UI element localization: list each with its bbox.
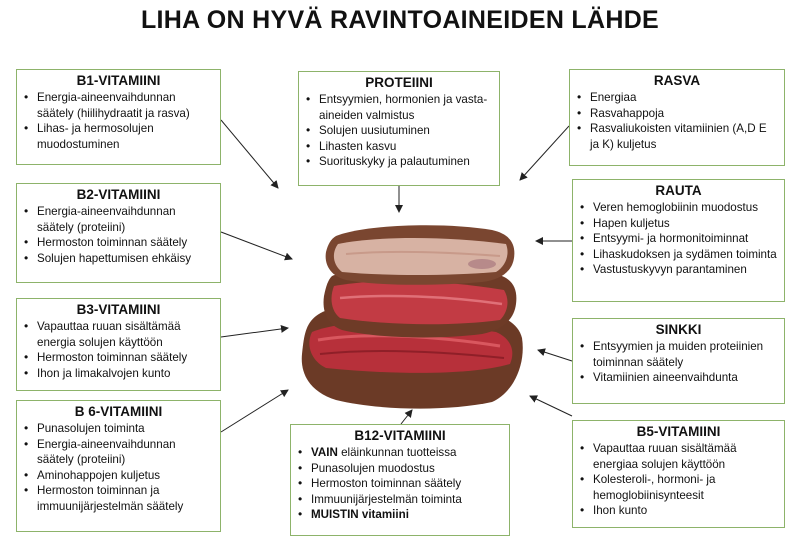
arrow-b3 — [221, 328, 288, 337]
b3-item: • Vapauttaa ruuan sisältämää energia solujen käyttöön — [23, 319, 214, 350]
page-title: LIHA ON HYVÄ RAVINTOAINEIDEN LÄHDE — [140, 6, 660, 34]
b2-item: • Solujen hapettumisen ehkäisy — [23, 251, 214, 267]
sinkki-item: • Entsyymien ja muiden proteiinien toiminnan säätely — [579, 339, 778, 370]
arrow-b12 — [401, 410, 412, 424]
b3-item: • Hermoston toiminnan säätely — [23, 350, 214, 366]
b1-item: • Energia-aineenvaihdunnan säätely (hiilihydraatit ja rasva) — [23, 90, 214, 121]
b6-title: B 6-VITAMIINI — [74, 404, 163, 419]
arrow-b2 — [221, 232, 292, 259]
b12-muistin-bold: MUISTIN vitamiini — [311, 508, 409, 522]
sinkki-title: SINKKI — [655, 322, 702, 337]
arrow-rasva — [520, 126, 569, 180]
b3-title: B3-VITAMIINI — [76, 302, 161, 317]
rasva-item: • Rasvaliukoisten vitamiinien (A,D E ja K) kuljetus — [576, 121, 778, 152]
b6-item: • Hermoston toiminnan ja immuunijärjestelmän säätely — [23, 483, 214, 514]
rasva-item: • Rasvahappoja — [576, 106, 778, 122]
steak-image — [296, 214, 528, 410]
b6-vitamin-box — [16, 400, 221, 532]
b12-item-rest: eläinkunnan tuotteissa — [337, 446, 457, 459]
b2-vitamin-box — [16, 183, 221, 283]
b2-item: • Energia-aineenvaihdunnan säätely (proteiini) — [23, 204, 214, 235]
b6-item: • Energia-aineenvaihdunnan säätely (proteiini) — [23, 437, 214, 468]
rauta-title: RAUTA — [655, 183, 702, 198]
rasva-item: • Energiaa — [576, 90, 778, 106]
b6-item: • Punasolujen toiminta — [23, 421, 214, 437]
proteiini-item: • Suorituskyky ja palautuminen — [305, 154, 493, 170]
rauta-item: • Hapen kuljetus — [579, 216, 778, 232]
b5-vitamin-box — [572, 420, 785, 528]
b12-item: • Punasolujen muodostus — [297, 461, 503, 477]
rauta-item: • Lihaskudoksen ja sydämen toiminta — [579, 247, 778, 263]
proteiini-item: • Entsyymien, hormonien ja vasta-aineiden valmistus — [305, 92, 493, 123]
b12-title: B12-VITAMIINI — [354, 428, 446, 443]
b5-title: B5-VITAMIINI — [636, 424, 721, 439]
b5-item: • Vapauttaa ruuan sisältämää energiaa solujen käyttöön — [579, 441, 778, 472]
proteiini-item: • Lihasten kasvu — [305, 139, 493, 155]
arrow-b1 — [221, 120, 278, 188]
b2-title: B2-VITAMIINI — [76, 187, 161, 202]
arrow-b5 — [530, 396, 572, 416]
b2-item: • Hermoston toiminnan säätely — [23, 235, 214, 251]
arrow-b6 — [221, 390, 288, 432]
b12-item — [297, 507, 503, 523]
b6-item: • Aminohappojen kuljetus — [23, 468, 214, 484]
b3-vitamin-box — [16, 298, 221, 391]
b3-item: • Ihon ja limakalvojen kunto — [23, 366, 214, 382]
sinkki-box — [572, 318, 785, 404]
proteiini-box — [298, 71, 500, 186]
sinkki-item: • Vitamiinien aineenvaihdunta — [579, 370, 778, 386]
b12-item — [297, 445, 503, 461]
b5-item: • Kolesteroli-, hormoni- ja hemoglobiinisynteesit — [579, 472, 778, 503]
rasva-title: RASVA — [653, 73, 701, 88]
proteiini-item: • Solujen uusiutuminen — [305, 123, 493, 139]
b12-vitamin-box — [290, 424, 510, 536]
b12-item: • Hermoston toiminnan säätely — [297, 476, 503, 492]
b1-title: B1-VITAMIINI — [76, 73, 161, 88]
b1-vitamin-box — [16, 69, 221, 165]
rauta-item: • Vastustuskyvyn parantaminen — [579, 262, 778, 278]
proteiini-title: PROTEIINI — [365, 75, 433, 90]
rauta-item: • Veren hemoglobiinin muodostus — [579, 200, 778, 216]
b1-item: • Lihas- ja hermosolujen muodostuminen — [23, 121, 214, 152]
b12-item: • Immuunijärjestelmän toiminta — [297, 492, 503, 508]
rasva-box — [569, 69, 785, 166]
rauta-item: • Entsyymi- ja hormonitoiminnat — [579, 231, 778, 247]
rauta-box — [572, 179, 785, 302]
b12-vain-bold: VAIN — [311, 446, 338, 459]
arrow-sinkki — [538, 350, 572, 361]
b5-item: • Ihon kunto — [579, 503, 778, 519]
